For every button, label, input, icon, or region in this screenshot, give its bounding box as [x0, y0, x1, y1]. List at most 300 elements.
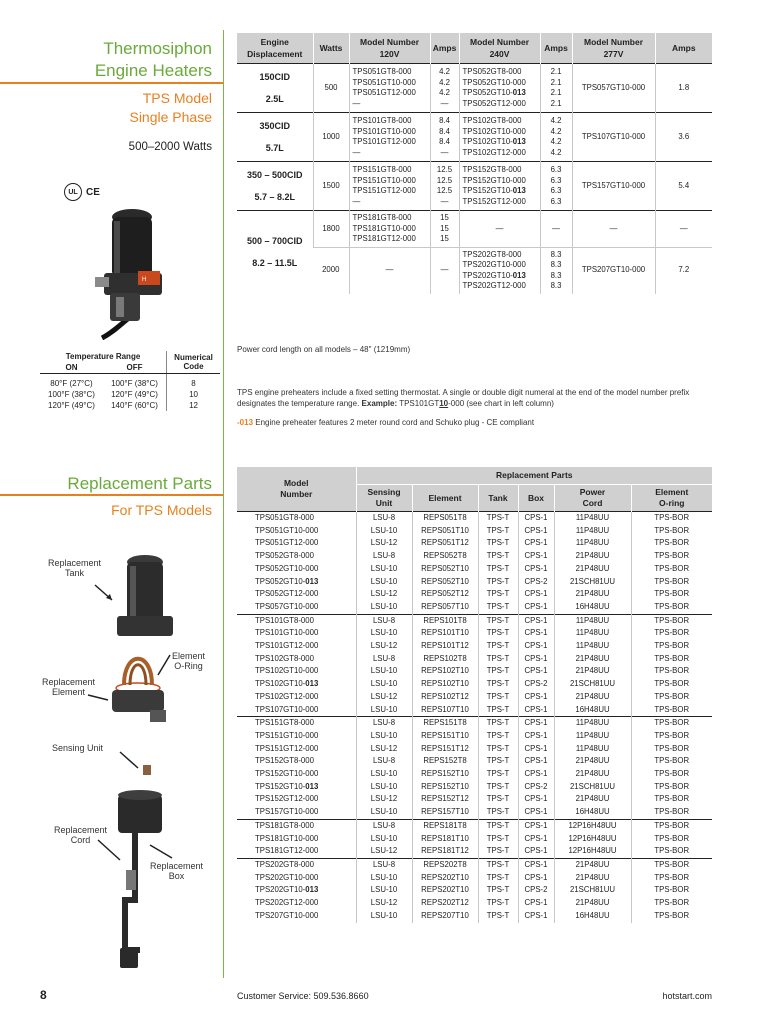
oring-part: TPS-BOR — [631, 576, 712, 589]
box-part: CPS-1 — [518, 897, 554, 910]
amps-120v-list — [430, 64, 459, 113]
element-part: REPS102T12 — [412, 691, 478, 704]
oring-part: TPS-BOR — [631, 614, 712, 627]
parts-row — [237, 665, 712, 678]
parts-row — [237, 576, 712, 589]
parts-row — [237, 845, 712, 858]
element-part: REPS051T12 — [412, 537, 478, 550]
parts-section-subtitle: For TPS Models — [111, 502, 212, 518]
cell-line: TPS102GT10-000 — [462, 126, 526, 136]
certification-marks — [64, 183, 100, 201]
element-part: REPS151T10 — [412, 730, 478, 743]
header-replacement-parts: Replacement Parts — [356, 467, 712, 485]
parts-row — [237, 872, 712, 885]
parts-row — [237, 653, 712, 666]
power-cord-part: 21P48UU — [554, 691, 631, 704]
oring-part: TPS-BOR — [631, 525, 712, 538]
sensing-unit: LSU-10 — [356, 563, 412, 576]
tank-part: TPS-T — [478, 678, 518, 691]
cell-line: 4.2 — [550, 126, 562, 136]
parts-row — [237, 525, 712, 538]
box-part: CPS-1 — [518, 730, 554, 743]
cell-line: 2.1 — [550, 67, 562, 76]
tank-part: TPS-T — [478, 897, 518, 910]
element-part: REPS151T12 — [412, 743, 478, 756]
parts-row — [237, 537, 712, 550]
tank-part: TPS-T — [478, 537, 518, 550]
watts-value: 2000 — [322, 265, 340, 275]
model-120v-list — [349, 64, 430, 113]
cell-line: 8.3 — [550, 270, 562, 280]
sensing-unit: LSU-8 — [356, 755, 412, 768]
sensing-unit: LSU-10 — [356, 704, 412, 717]
model-number: TPS051GT12-000 — [255, 538, 319, 548]
watts-value: 1500 — [313, 162, 349, 211]
parts-row — [237, 614, 712, 627]
header-watts: Watts — [313, 33, 349, 64]
tank-part: TPS-T — [478, 858, 518, 871]
box-part: CPS-1 — [518, 640, 554, 653]
header-amps: Amps — [430, 33, 459, 64]
temp-off-header: OFF — [103, 362, 167, 374]
model-number: TPS052GT10-000 — [255, 563, 319, 573]
power-cord-part: 11P48UU — [554, 537, 631, 550]
element-part: REPS202T8 — [412, 858, 478, 871]
sensing-unit: LSU-10 — [356, 781, 412, 794]
sensing-unit: LSU-10 — [356, 665, 412, 678]
temp-row: 80°F (27°C) 100°F (38°C) 8 — [40, 378, 220, 389]
element-part: REPS052T8 — [412, 550, 478, 563]
oring-part: TPS-BOR — [631, 755, 712, 768]
parts-row — [237, 588, 712, 601]
box-part: CPS-1 — [518, 755, 554, 768]
header-tank: Tank — [478, 485, 518, 512]
header-engine-displacement: Engine Displacement — [237, 33, 313, 64]
tank-part: TPS-T — [478, 806, 518, 819]
cell-line: TPS052GT10-000 — [462, 77, 526, 87]
label-sensing-unit: Sensing Unit — [52, 743, 104, 753]
oring-part: TPS-BOR — [631, 653, 712, 666]
tank-part: TPS-T — [478, 588, 518, 601]
amps-120v-list — [430, 113, 459, 162]
element-part: REPS157T10 — [412, 806, 478, 819]
watts-value: 500 — [313, 64, 349, 113]
tank-part: TPS-T — [478, 717, 518, 730]
box-part: CPS-1 — [518, 819, 554, 832]
oring-part: TPS-BOR — [631, 678, 712, 691]
website-link[interactable]: hotstart.com — [662, 991, 712, 1001]
cell-line: TPS052GT10-013 — [462, 88, 526, 97]
parts-row — [237, 755, 712, 768]
model-group-row — [237, 162, 712, 211]
sensing-unit: LSU-12 — [356, 793, 412, 806]
oring-part: TPS-BOR — [631, 806, 712, 819]
sensing-unit: LSU-8 — [356, 653, 412, 666]
parts-row — [237, 768, 712, 781]
displacement-liters: 2.5L — [265, 94, 284, 104]
box-part: CPS-1 — [518, 806, 554, 819]
element-part: REPS102T10 — [412, 678, 478, 691]
power-cord-part: 21SCH81UU — [554, 576, 631, 589]
parts-row — [237, 806, 712, 819]
model-277v: TPS107GT10-000 — [572, 113, 655, 162]
engine-displacement — [237, 113, 313, 162]
oring-part: TPS-BOR — [631, 897, 712, 910]
cell-line: — — [440, 147, 449, 157]
cell-line: 2.1 — [550, 98, 562, 108]
cell-line: 2.1 — [550, 88, 562, 97]
temp-row: 100°F (38°C) 120°F (49°C) 10 — [40, 389, 220, 400]
amps-240v: — — [540, 211, 572, 248]
label-replacement-element: Replacement Element — [42, 677, 96, 697]
cell-line: 15 — [440, 223, 449, 233]
model-group-row — [237, 211, 712, 248]
parts-row — [237, 743, 712, 756]
title-rule — [0, 82, 223, 84]
cell-line: TPS151GT8-000 — [352, 165, 412, 174]
oring-part: TPS-BOR — [631, 512, 712, 525]
sensing-unit: LSU-10 — [356, 730, 412, 743]
oring-part: TPS-BOR — [631, 730, 712, 743]
element-part: REPS181T10 — [412, 833, 478, 846]
amps-277v: — — [655, 211, 712, 248]
oring-part: TPS-BOR — [631, 910, 712, 923]
engine-displacement — [237, 211, 313, 294]
model-number: TPS202GT10-013 — [255, 885, 319, 895]
cell-line: TPS101GT12-000 — [352, 137, 416, 146]
power-cord-part: 11P48UU — [554, 627, 631, 640]
model-number: TPS157GT10-000 — [255, 807, 319, 817]
tank-part: TPS-T — [478, 653, 518, 666]
cell-line: 15 — [440, 234, 449, 243]
sensing-unit: LSU-10 — [356, 525, 412, 538]
header-element-oring: Element O-ring — [631, 485, 712, 512]
power-cord-part: 12P16H48UU — [554, 845, 631, 858]
header-element: Element — [412, 485, 478, 512]
cell-line: TPS052GT8-000 — [462, 67, 522, 76]
power-cord-part: 11P48UU — [554, 717, 631, 730]
power-cord-part: 21P48UU — [554, 768, 631, 781]
power-cord-part: 21SCH81UU — [554, 781, 631, 794]
cell-line: TPS051GT8-000 — [352, 67, 412, 76]
cell-line: TPS181GT12-000 — [352, 234, 416, 243]
parts-row — [237, 730, 712, 743]
amps-120v-list — [430, 162, 459, 211]
amps-277v: 3.6 — [655, 113, 712, 162]
box-part: CPS-2 — [518, 884, 554, 897]
model-number: TPS151GT12-000 — [255, 743, 319, 753]
model-number: TPS207GT10-000 — [255, 910, 319, 920]
temp-on-header: ON — [40, 362, 103, 374]
power-cord-part: 21SCH81UU — [554, 678, 631, 691]
cell-line: 8.4 — [439, 116, 450, 125]
cell-line: 4.2 — [550, 147, 562, 157]
displacement-cid: 350CID — [259, 121, 290, 131]
model-number: TPS102GT10-000 — [255, 666, 319, 676]
parts-row — [237, 717, 712, 730]
sensing-unit: LSU-8 — [356, 512, 412, 525]
element-part: REPS052T12 — [412, 588, 478, 601]
tank-part: TPS-T — [478, 691, 518, 704]
tank-part: TPS-T — [478, 563, 518, 576]
oring-part: TPS-BOR — [631, 793, 712, 806]
cell-line: TPS102GT12-000 — [462, 147, 526, 157]
temp-range-header: Temperature Range — [65, 352, 141, 361]
column-divider — [223, 30, 224, 978]
parts-table-body — [237, 512, 712, 923]
box-part: CPS-1 — [518, 910, 554, 923]
oring-part: TPS-BOR — [631, 858, 712, 871]
sensing-unit: LSU-12 — [356, 691, 412, 704]
sensing-unit: LSU-8 — [356, 550, 412, 563]
watts-value: 1800 — [313, 211, 349, 248]
oring-part: TPS-BOR — [631, 884, 712, 897]
oring-part: TPS-BOR — [631, 640, 712, 653]
cell-line: 6.3 — [550, 165, 562, 174]
element-part: REPS202T12 — [412, 897, 478, 910]
model-number: TPS101GT12-000 — [255, 641, 319, 651]
cell-line: 4.2 — [439, 77, 450, 87]
power-cord-part: 16H48UU — [554, 704, 631, 717]
power-cord-part: 12P16H48UU — [554, 833, 631, 846]
parts-row — [237, 781, 712, 794]
power-cord-part: 21P48UU — [554, 665, 631, 678]
svg-text:H: H — [142, 277, 147, 283]
oring-part: TPS-BOR — [631, 845, 712, 858]
oring-part: TPS-BOR — [631, 665, 712, 678]
power-cord-part: 21P48UU — [554, 588, 631, 601]
box-part: CPS-2 — [518, 781, 554, 794]
model-number: TPS052GT10-013 — [255, 576, 319, 586]
header-model-number: Model Number — [237, 467, 356, 512]
box-part: CPS-1 — [518, 653, 554, 666]
amps-240v-list — [540, 64, 572, 113]
sensing-unit: LSU-10 — [356, 576, 412, 589]
oring-part: TPS-BOR — [631, 601, 712, 614]
power-cord-part: 21P48UU — [554, 550, 631, 563]
temp-row: 120°F (49°C) 140°F (60°C) 12 — [40, 400, 220, 411]
model-number: TPS181GT8-000 — [237, 819, 356, 832]
box-part: CPS-1 — [518, 563, 554, 576]
power-cord-part: 21P48UU — [554, 872, 631, 885]
sensing-unit: LSU-12 — [356, 588, 412, 601]
oring-part: TPS-BOR — [631, 717, 712, 730]
power-cord-part: 12P16H48UU — [554, 819, 631, 832]
temperature-range-table — [40, 351, 220, 411]
header-power-cord: Power Cord — [554, 485, 631, 512]
cell-line: — — [440, 98, 449, 108]
model-number: TPS152GT10-013 — [255, 781, 319, 791]
parts-row — [237, 833, 712, 846]
cell-line: TPS202GT10-000 — [462, 260, 526, 269]
box-part: CPS-1 — [518, 601, 554, 614]
tank-part: TPS-T — [478, 704, 518, 717]
oring-part: TPS-BOR — [631, 872, 712, 885]
cell-line: TPS102GT8-000 — [462, 116, 522, 125]
parts-section-title: Replacement Parts — [67, 474, 212, 493]
parts-row — [237, 704, 712, 717]
tank-part: TPS-T — [478, 845, 518, 858]
box-part: CPS-2 — [518, 678, 554, 691]
model-group-row — [237, 113, 712, 162]
tank-part: TPS-T — [478, 768, 518, 781]
model-277v: TPS157GT10-000 — [572, 162, 655, 211]
model-number: TPS102GT12-000 — [255, 691, 319, 701]
ce-mark-icon: CE — [86, 186, 100, 198]
sensing-unit: LSU-12 — [356, 897, 412, 910]
power-cord-part: 11P48UU — [554, 730, 631, 743]
sensing-unit: LSU-10 — [356, 872, 412, 885]
tank-part: TPS-T — [478, 781, 518, 794]
oring-part: TPS-BOR — [631, 819, 712, 832]
oring-part: TPS-BOR — [631, 627, 712, 640]
tank-part: TPS-T — [478, 819, 518, 832]
element-part: REPS101T10 — [412, 627, 478, 640]
box-part: CPS-1 — [518, 793, 554, 806]
tank-part: TPS-T — [478, 550, 518, 563]
temperature-prefix-note: TPS engine preheaters include a fixed setting thermostat. A single or double digit numeral at the end of the model number prefix designates the temperature range. Example: TPS101GT10-000 (see chart in left column) — [237, 388, 690, 408]
model-number: TPS051GT10-000 — [255, 525, 319, 535]
element-part: REPS107T10 — [412, 704, 478, 717]
ul-mark-icon: UL — [64, 183, 82, 201]
element-part: REPS152T10 — [412, 781, 478, 794]
parts-row — [237, 640, 712, 653]
label-element-oring: Element O-Ring — [172, 651, 206, 671]
tank-part: TPS-T — [478, 755, 518, 768]
header-amps: Amps — [655, 33, 712, 64]
cell-line: TPS101GT10-000 — [352, 126, 416, 136]
model-number-table — [237, 33, 712, 294]
cell-line: 4.2 — [439, 88, 450, 97]
power-cord-part: 21P48UU — [554, 653, 631, 666]
cell-line: TPS051GT10-000 — [352, 77, 416, 87]
amps-240v-list — [540, 162, 572, 211]
power-cord-part: 16H48UU — [554, 910, 631, 923]
parts-row — [237, 512, 712, 525]
box-part: CPS-1 — [518, 691, 554, 704]
box-part: CPS-1 — [518, 537, 554, 550]
model-277v: TPS207GT10-000 — [572, 247, 655, 294]
displacement-cid: 350 – 500CID — [246, 170, 303, 180]
sensing-unit: LSU-12 — [356, 640, 412, 653]
box-part: CPS-1 — [518, 525, 554, 538]
oring-part: TPS-BOR — [631, 833, 712, 846]
amps-277v: 7.2 — [655, 247, 712, 294]
oring-part: TPS-BOR — [631, 768, 712, 781]
sensing-unit: LSU-12 — [356, 845, 412, 858]
box-part: CPS-1 — [518, 768, 554, 781]
header-model-277v: Model Number 277V — [572, 33, 655, 64]
tank-part: TPS-T — [478, 614, 518, 627]
customer-service-phone: Customer Service: 509.536.8660 — [237, 991, 369, 1001]
cell-line: TPS152GT10-013 — [462, 186, 526, 195]
sensing-unit: LSU-10 — [356, 806, 412, 819]
displacement-liters: 8.2 – 11.5L — [252, 258, 298, 269]
cell-line: 8.3 — [550, 281, 562, 290]
power-cord-part: 16H48UU — [554, 806, 631, 819]
section-subtitle: TPS Model Single Phase — [129, 90, 212, 125]
element-part: REPS152T10 — [412, 768, 478, 781]
model-240v-list — [459, 247, 540, 294]
element-part: REPS051T10 — [412, 525, 478, 538]
element-part: REPS152T8 — [412, 755, 478, 768]
oring-part: TPS-BOR — [631, 781, 712, 794]
cell-line: TPS202GT12-000 — [462, 281, 526, 290]
power-cord-part: 11P48UU — [554, 525, 631, 538]
element-part: REPS102T10 — [412, 665, 478, 678]
element-part: REPS207T10 — [412, 910, 478, 923]
element-part: REPS202T10 — [412, 884, 478, 897]
tank-part: TPS-T — [478, 730, 518, 743]
model-240v-list — [459, 113, 540, 162]
box-part: CPS-1 — [518, 614, 554, 627]
cell-line: 8.4 — [439, 126, 450, 136]
box-part: CPS-1 — [518, 872, 554, 885]
element-part: REPS202T10 — [412, 872, 478, 885]
label-replacement-tank: Replacement Tank — [48, 558, 102, 578]
oring-part: TPS-BOR — [631, 537, 712, 550]
watts-range: 500–2000 Watts — [128, 141, 212, 153]
replacement-parts-table — [237, 467, 712, 923]
amps-120v: — — [430, 247, 459, 294]
model-120v-list — [349, 113, 430, 162]
oring-part: TPS-BOR — [631, 563, 712, 576]
cell-line: 6.3 — [550, 175, 562, 185]
model-number: TPS101GT10-000 — [255, 628, 319, 638]
parts-row — [237, 910, 712, 923]
displacement-cid: 150CID — [259, 72, 290, 82]
header-model-120v: Model Number 120V — [349, 33, 430, 64]
model-120v-list — [349, 211, 430, 248]
parts-row — [237, 897, 712, 910]
heater-product-image — [90, 205, 180, 340]
tank-part: TPS-T — [478, 627, 518, 640]
element-part: REPS052T10 — [412, 576, 478, 589]
tank-part: TPS-T — [478, 601, 518, 614]
cell-line: 6.3 — [550, 186, 562, 195]
power-cord-part: 21P48UU — [554, 858, 631, 871]
header-amps: Amps — [540, 33, 572, 64]
cell-line: 8.3 — [550, 249, 562, 259]
model-number: TPS151GT10-000 — [255, 730, 319, 740]
box-part: CPS-1 — [518, 627, 554, 640]
watts-value: 1000 — [313, 113, 349, 162]
cell-line: 8.3 — [550, 260, 562, 269]
model-number: TPS181GT10-000 — [255, 833, 319, 843]
engine-displacement — [237, 64, 313, 113]
element-part: REPS101T8 — [412, 614, 478, 627]
cell-line: 4.2 — [550, 116, 562, 125]
tank-part: TPS-T — [478, 640, 518, 653]
cell-line: 2.1 — [550, 77, 562, 87]
parts-row — [237, 563, 712, 576]
displacement-liters: 5.7L — [265, 143, 284, 153]
displacement-cid: 500 – 700CID — [246, 236, 303, 247]
amps-120v-list — [430, 211, 459, 248]
oring-part: TPS-BOR — [631, 588, 712, 601]
cell-line: TPS152GT8-000 — [462, 165, 522, 174]
tank-part: TPS-T — [478, 910, 518, 923]
tank-part: TPS-T — [478, 743, 518, 756]
parts-row — [237, 858, 712, 871]
power-cord-part: 21P48UU — [554, 897, 631, 910]
power-cord-part: 21P48UU — [554, 755, 631, 768]
cell-line: TPS151GT12-000 — [352, 186, 416, 195]
numerical-code-header: Numerical Code — [167, 351, 220, 374]
power-cord-part: 11P48UU — [554, 512, 631, 525]
element-part: REPS052T10 — [412, 563, 478, 576]
parts-row — [237, 691, 712, 704]
